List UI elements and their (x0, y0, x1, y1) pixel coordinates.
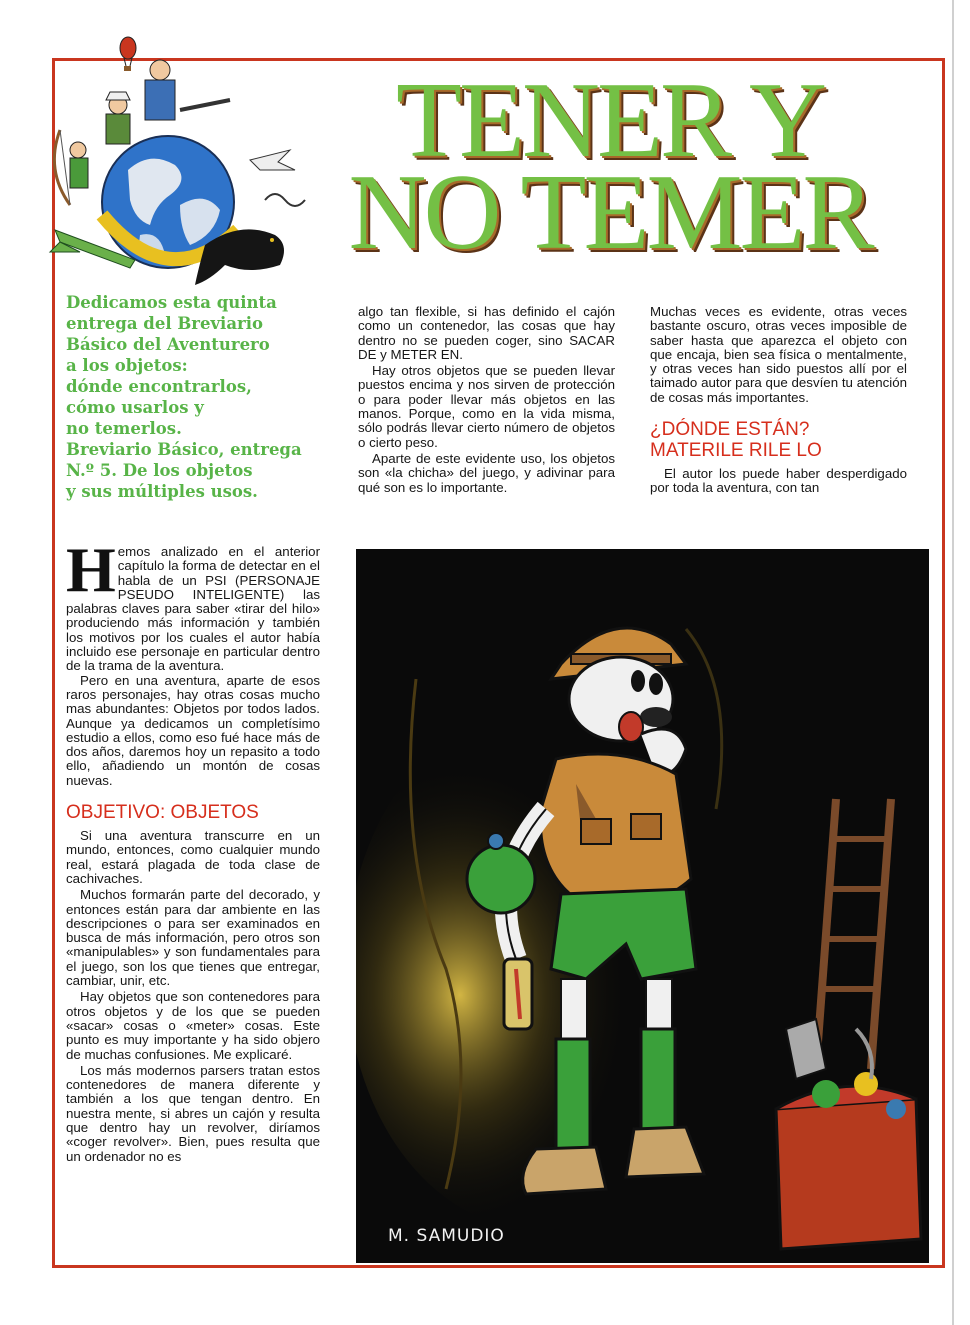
body-paragraph: Los más modernos parsers tratan estos contenedores de manera diferente y también a los que tengan dentro. En nuestra mente, si abres un cajón y resulta que dentro hay un revolver, diríamos «coger revolver». Bien, pues resulta que un ordenador no es (66, 1062, 320, 1164)
section-heading-objetivo: OBJETIVO: OBJETOS (66, 802, 259, 824)
intro-line: Básico del Aventurero (66, 335, 270, 354)
section-heading-line: ¿DÓNDE ESTÁN? (650, 419, 810, 441)
article-column-1 (66, 545, 320, 1166)
intro-standfirst (66, 292, 306, 502)
title-line-2: NO TEMER (348, 153, 872, 272)
body-paragraph: Muchos formarán parte del decorado, y entonces están para dar ambiente en las descripciones o para ser examinados en busca de más información, pero otros son «manipulables» y son fundamentales para el juego, son los que tienes que entregar, cambiar, unir, etc. (66, 887, 320, 989)
page-title (330, 61, 890, 272)
body-paragraph: Hay objetos que son contenedores para otros objetos y de los que se pueden «sacar» cosas o «meter» cosas. Este punto es muy importante y ha sido objero de muchas confusiones. Me explicaré. (66, 989, 320, 1062)
intro-line: entrega del Breviario (66, 314, 263, 333)
article-column-3 (650, 305, 907, 498)
title-line-1: TENER Y (396, 61, 824, 180)
body-paragraph: Hay otros objetos que se pueden llevar puestos encima y nos sirven de protección o para poder llevar más objetos en las manos. Porque, como en la vida misma, sólo podrás llevar cierto número de objetos o cierto peso. (358, 363, 615, 450)
body-paragraph: Pero en una aventura, aparte de esos raros personajes, hay otras cosas mucho mas abundantes: Objetos por todos lados. Aunque ya dedicamos un completísimo estudio a ellos, como eso fué hace más de dos años, daremos hoy un repasito a todo ello, añadiendo un montón de cosas nuevas. (66, 672, 320, 788)
intro-line: Breviario Básico, entrega (66, 440, 302, 459)
intro-line: y sus múltiples usos. (66, 482, 258, 501)
frame-bottom-rule (52, 1265, 945, 1268)
frame-right-rule (942, 58, 945, 1267)
page-gutter (952, 0, 954, 1325)
intro-line: a los objetos: (66, 356, 188, 375)
explorer-illustration (356, 549, 929, 1263)
section-heading-donde (650, 419, 907, 461)
body-paragraph: Aparte de este evidente uso, los objetos son «la chicha» del juego, y adivinar para qué son es lo importante. (358, 450, 615, 495)
body-paragraph: emos analizado en el anterior capítulo la forma de detectar en el habla de un PSI (PERSONAJE PSEUDO INTELIGENTE) las palabras claves para saber «tirar del hilo» produciendo más información y también los motivos por los cuales el autor había incluido ese personaje en particular dentro de la trama de la aventura. (66, 545, 320, 674)
section-heading-line: MATERILE RILE LO (650, 440, 822, 462)
drop-cap: H (66, 545, 116, 605)
body-paragraph: El autor los puede haber desperdigado por toda la aventura, con tan (650, 466, 907, 496)
intro-line: dónde encontrarlos, (66, 377, 252, 396)
body-paragraph: Muchas veces es evidente, otras veces bastante oscuro, otras veces imposible de saber hasta que aparezca el objeto con que encaja, bien sea física o mentalmente, y otras veces han sido puestos allí por el taimado autor para que desvíen tu atención de cosas más importantes. (650, 304, 907, 405)
intro-line: cómo usarlos y (66, 398, 204, 417)
body-paragraph: Si una aventura transcurre en un mundo, entonces, como cualquier mundo real, estará plagada de toda clase de cachivaches. (66, 828, 320, 886)
article-column-2 (358, 305, 615, 497)
intro-line: Dedicamos esta quinta (66, 293, 277, 312)
opening-paragraph (66, 545, 320, 674)
body-paragraph: algo tan flexible, si has definido el cajón como un contenedor, las cosas que hay dentro no se pueden coger, sino SACAR DE y METER EN. (358, 304, 615, 362)
intro-line: no temerlos. (66, 419, 182, 438)
artist-signature: M. SAMUDIO (388, 1226, 505, 1246)
intro-line: N.º 5. De los objetos (66, 461, 253, 480)
adventure-logo (40, 30, 315, 290)
